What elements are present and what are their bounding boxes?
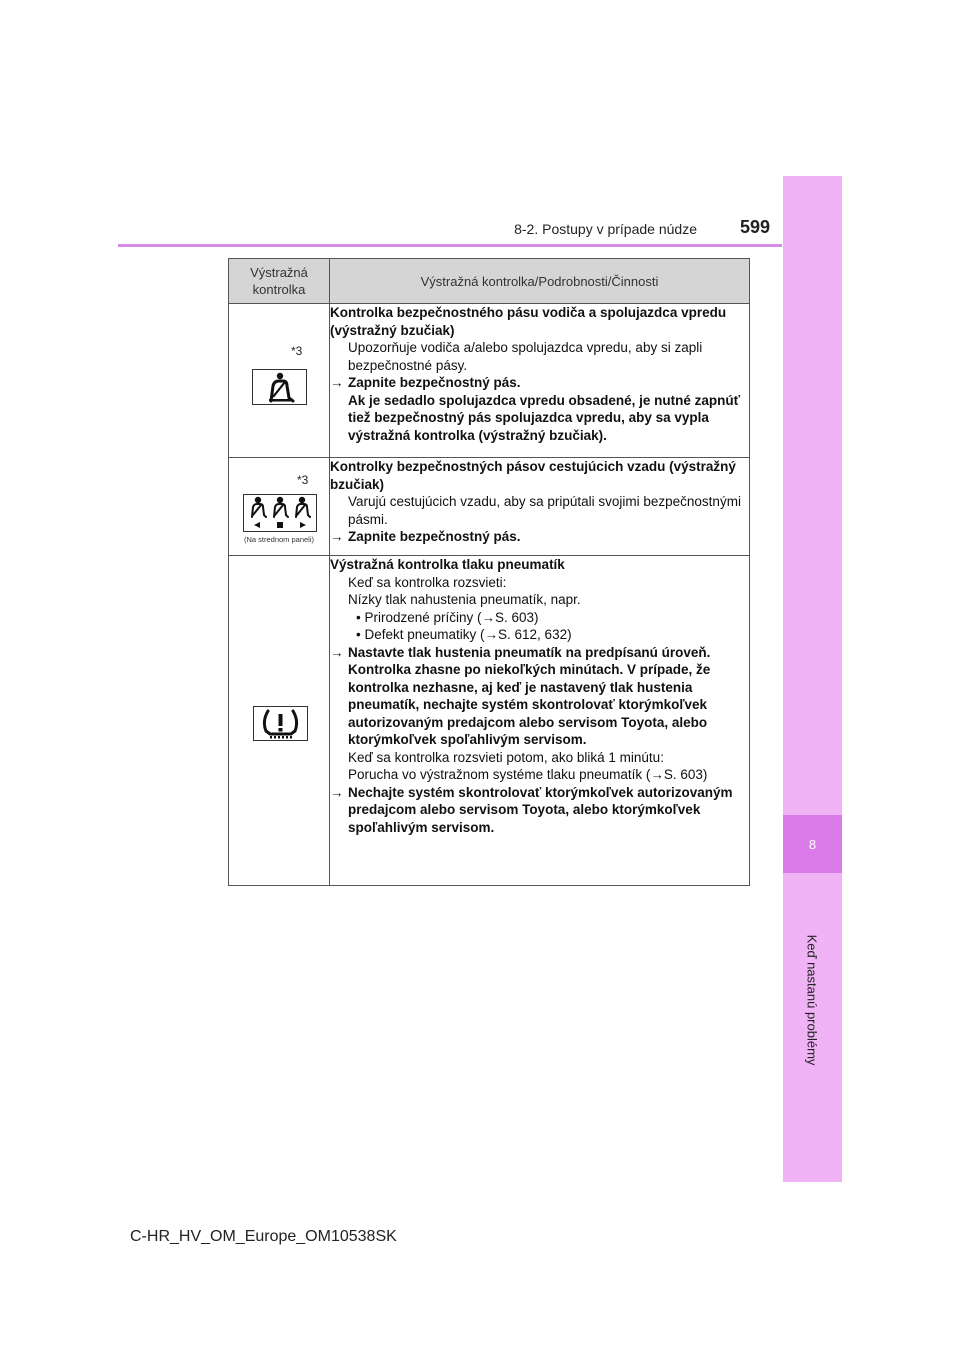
chapter-title: Keď nastanú problémy xyxy=(804,934,820,1066)
seatbelt-icon xyxy=(252,369,307,405)
description-cell xyxy=(330,304,750,458)
description-cell xyxy=(330,458,750,556)
action-line xyxy=(330,374,749,392)
case2-detail: Porucha vo výstražnom systéme tlaku pneumatík (→S. 603) xyxy=(348,767,708,782)
section-title: 8-2. Postupy v prípade núdze xyxy=(514,221,697,237)
item-title: Kontrolka bezpečnostného pásu vodiča a spolujazdca vpredu (výstražný bzučiak) xyxy=(330,305,727,338)
action-line xyxy=(330,784,749,837)
action-line xyxy=(330,528,749,546)
rear-seatbelts-icon xyxy=(243,494,317,532)
arrow-icon: → xyxy=(330,644,344,660)
icon-cell xyxy=(229,458,330,556)
page-number: 599 xyxy=(740,217,771,237)
action-text: Zapnite bezpečnostný pás. xyxy=(348,375,521,390)
item-detail: Upozorňuje vodiča a/alebo spolujazdca vpredu, aby si zapli bezpečnostné pásy. xyxy=(348,340,703,373)
header-rule xyxy=(118,244,782,247)
case2-label: Keď sa kontrolka rozsvieti potom, ako bliká 1 minútu: xyxy=(348,749,664,765)
icon-caption: (Na strednom paneli) xyxy=(243,535,315,544)
footnote-mark: *3 xyxy=(297,473,309,487)
arrow-icon: → xyxy=(330,784,344,800)
item-title: Výstražná kontrolka tlaku pneumatík xyxy=(330,557,565,572)
arrow-icon: → xyxy=(330,375,344,390)
table-row xyxy=(229,556,750,886)
table-header-row xyxy=(229,259,750,304)
description-cell xyxy=(330,556,750,886)
case1-detail: Nízky tlak nahustenia pneumatík, napr. xyxy=(348,592,581,607)
bullet-item: • Defekt pneumatiky (→S. 612, 632) xyxy=(356,627,572,642)
case1-label: Keď sa kontrolka rozsvieti: xyxy=(348,574,507,590)
action-detail: Ak je sedadlo spolujazdca vpredu obsadené, je nutné zapnúť tiež bezpečnostný pás spolujazdca vpredu, aby sa vypla výstražná kontrolka (výstražný bzučiak). xyxy=(348,392,741,443)
icon-cell xyxy=(229,556,330,886)
warning-lights-table xyxy=(228,258,750,886)
action-detail: Kontrolka zhasne po niekoľkých minútach. V prípade, že kontrolka nezhasne, aj keď je nastavený tlak hustenia pneumatík, nechajte systém skontrolovať ktorýmkoľvek autorizovaným predajcom alebo servisom Toyota, alebo ktorýmkoľvek spoľahlivým servisom. xyxy=(348,662,711,747)
footnote-mark: *3 xyxy=(291,344,303,358)
action-text: Nastavte tlak hustenia pneumatík na predpísanú úroveň. xyxy=(348,644,711,660)
table-row xyxy=(229,304,750,458)
item-detail: Varujú cestujúcich vzadu, aby sa pripútali svojimi bezpečnostnými pásmi. xyxy=(348,494,741,527)
bullet-item: • Prirodzené príčiny (→S. 603) xyxy=(356,609,539,625)
arrow-icon: → xyxy=(330,529,344,544)
col2-header: Výstražná kontrolka/Podrobnosti/Činnosti xyxy=(330,259,750,304)
icon-cell xyxy=(229,304,330,458)
action-text: Zapnite bezpečnostný pás. xyxy=(348,529,521,544)
action-text: Nechajte systém skontrolovať ktorýmkoľvek autorizovaným predajcom alebo servisom Toyota, alebo ktorýmkoľvek spoľahlivým servisom. xyxy=(348,784,733,835)
col1-header: Výstražná kontrolka xyxy=(229,259,330,304)
action-line xyxy=(330,644,749,662)
tire-pressure-icon xyxy=(253,706,308,741)
item-title: Kontrolky bezpečnostných pásov cestujúcich vzadu (výstražný bzučiak) xyxy=(330,459,736,492)
chapter-number: 8 xyxy=(783,815,842,873)
document-code: C-HR_HV_OM_Europe_OM10538SK xyxy=(130,1228,397,1245)
table-row xyxy=(229,458,750,556)
